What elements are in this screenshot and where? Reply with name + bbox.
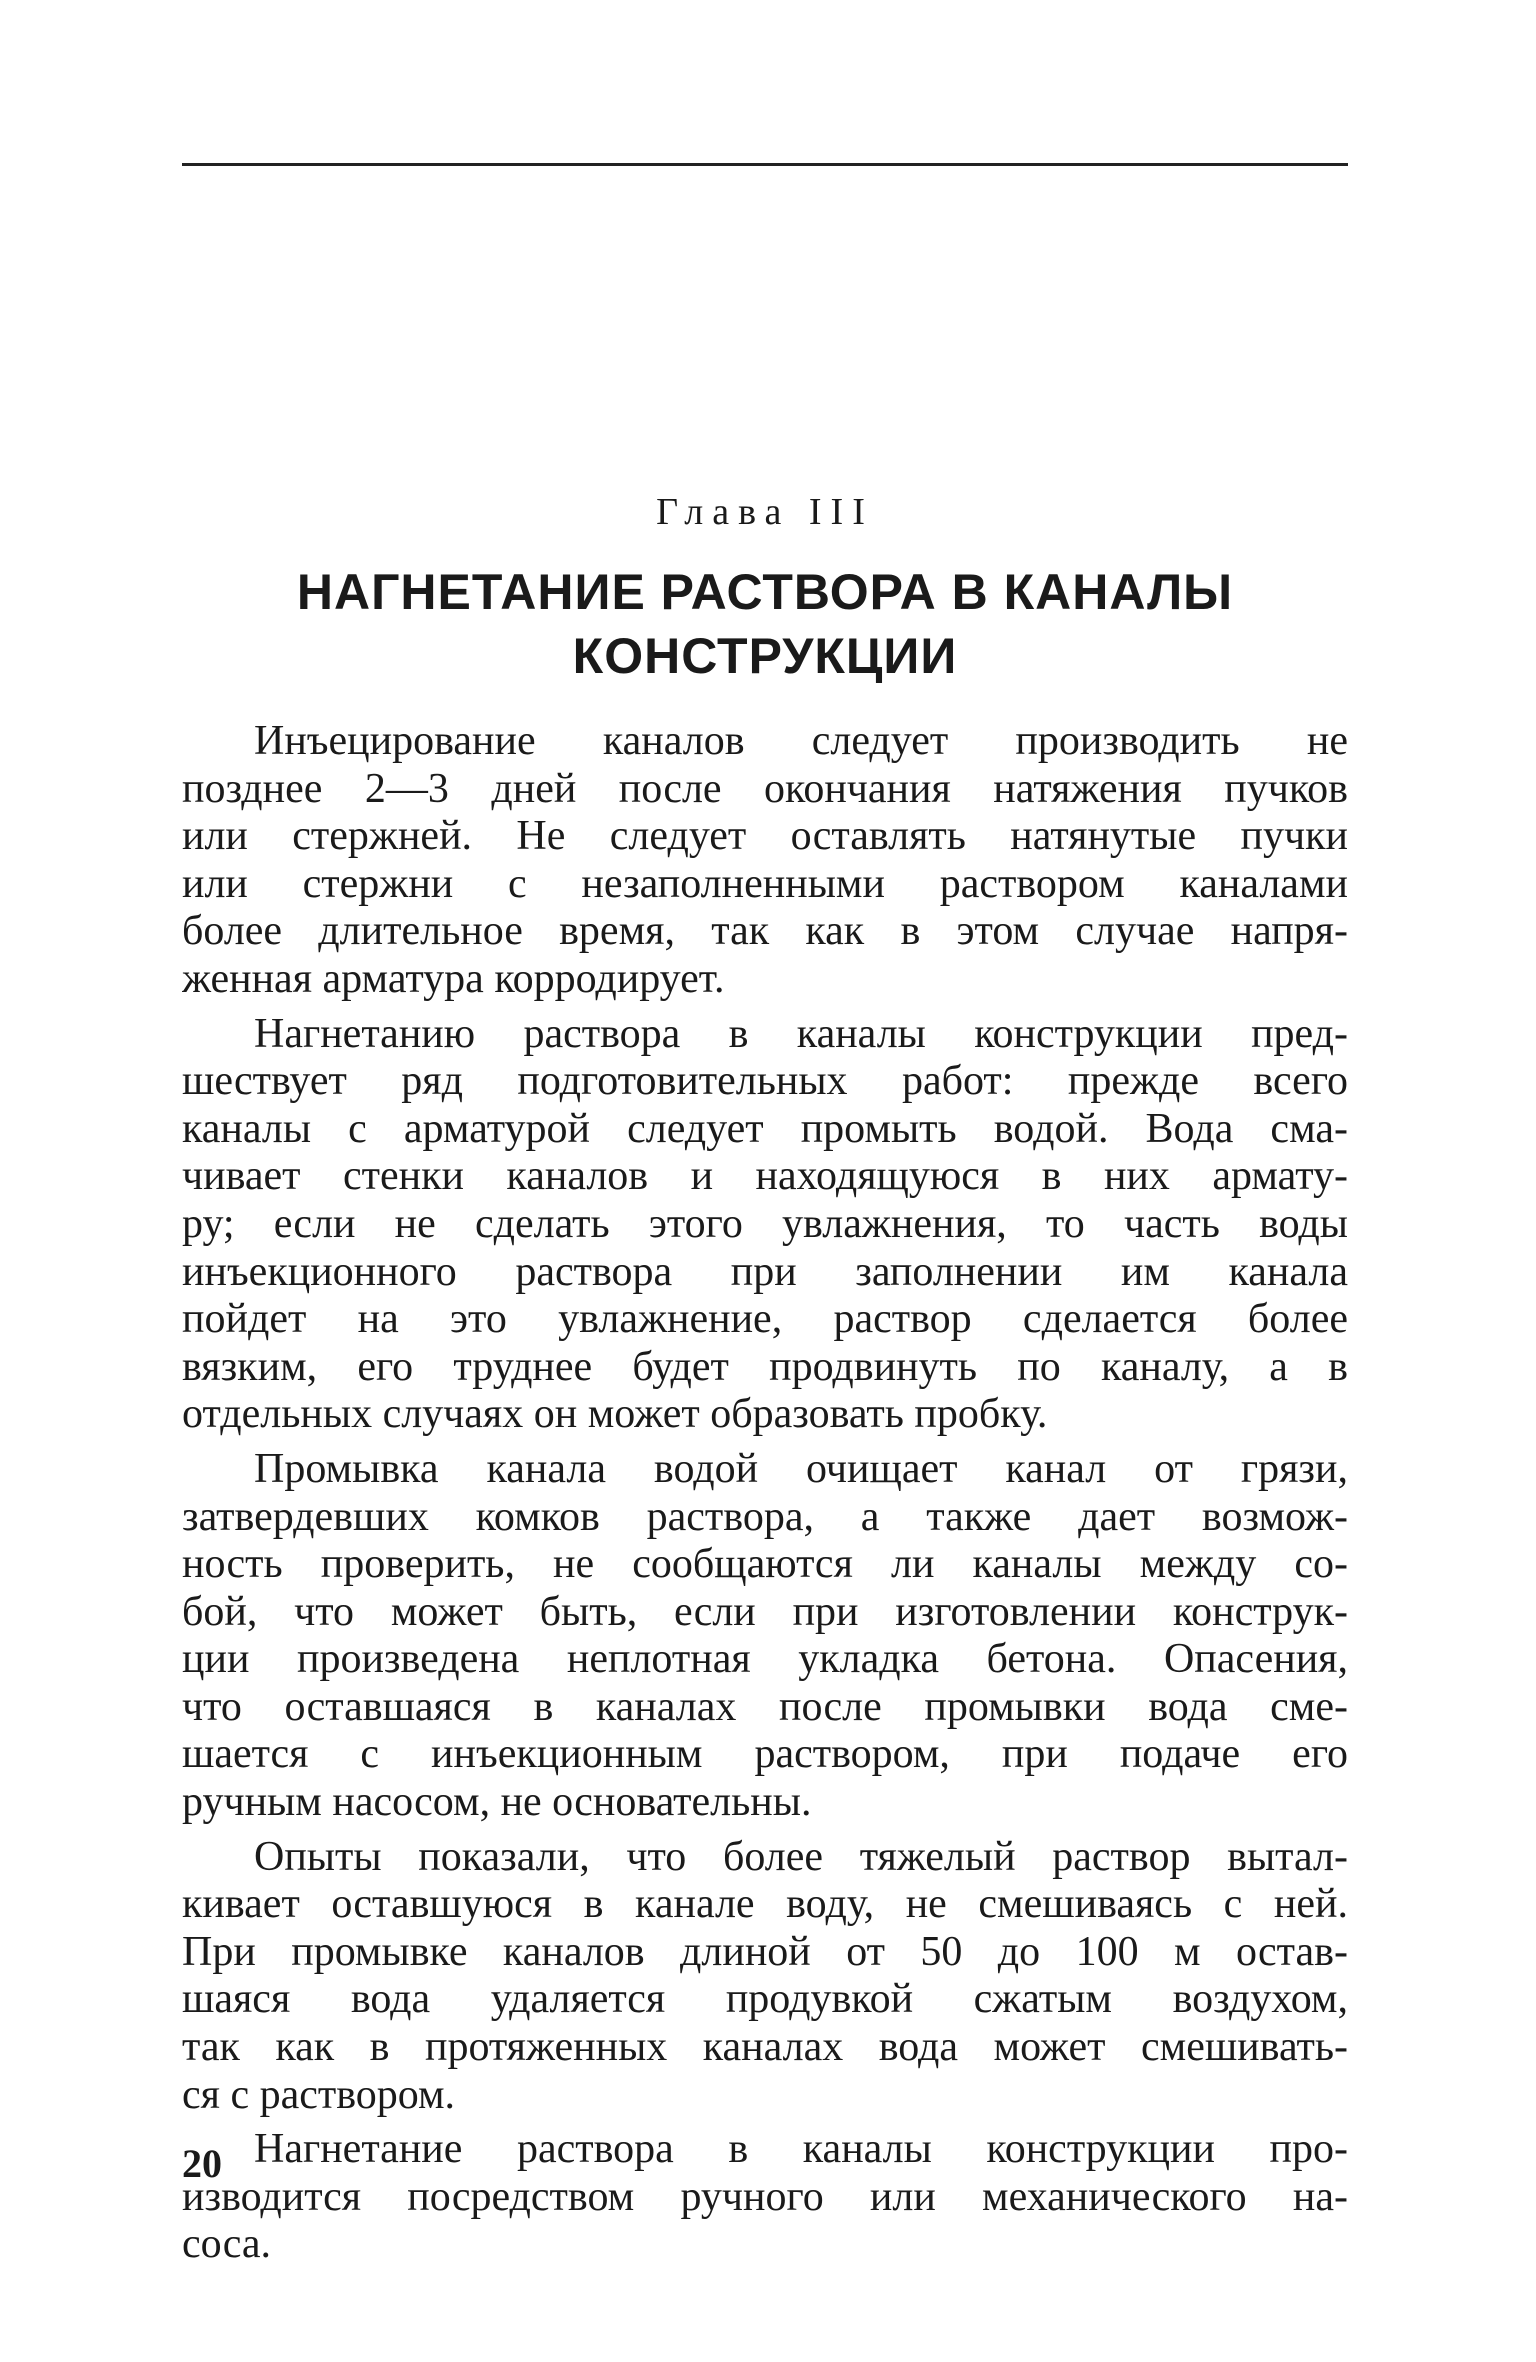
chapter-title — [182, 560, 1348, 688]
top-rule — [182, 163, 1348, 166]
text-line: ручным насосом, не основательны. — [182, 1779, 812, 1826]
body-text — [182, 718, 1348, 2276]
paragraph — [182, 1011, 1348, 1439]
text-line: или стержней. Не следует оставлять натянутые пучки — [182, 813, 1348, 860]
text-line: что оставшаяся в каналах после промывки вода сме- — [182, 1683, 1348, 1730]
book-page — [182, 0, 1348, 2362]
text-line: шаяся вода удаляется продувкой сжатым воздухом, — [182, 1976, 1348, 2023]
text-line: более длительное время, так как в этом случае напря- — [182, 908, 1348, 955]
paragraph — [182, 718, 1348, 1004]
text-line: шается с инъекционным раствором, при подаче его — [182, 1731, 1348, 1778]
text-line: женная арматура корродирует. — [182, 955, 725, 1002]
text-line: или стержни с незаполненными раствором каналами — [182, 860, 1348, 907]
chapter-title-line: КОНСТРУКЦИИ — [572, 628, 958, 684]
paragraph — [182, 1834, 1348, 2120]
text-line: Инъецирование каналов следует производить не — [254, 718, 1348, 764]
text-line: Нагнетание раствора в каналы конструкции про- — [254, 2126, 1348, 2173]
text-line: ру; если не сделать этого увлажнения, то часть воды — [182, 1200, 1348, 1247]
text-line: отдельных случаях он может образовать пробку. — [182, 1391, 1048, 1438]
text-line: шествует ряд подготовительных работ: прежде всего — [182, 1058, 1348, 1105]
text-line: каналы с арматурой следует промыть водой. Вода сма- — [182, 1105, 1348, 1152]
text-line: При промывке каналов длиной от 50 до 100 м остав- — [182, 1928, 1348, 1975]
text-line: изводится посредством ручного или механического на- — [182, 2173, 1348, 2220]
text-line: инъекционного раствора при заполнении им канала — [182, 1248, 1348, 1295]
chapter-label: Глава III — [656, 491, 874, 533]
text-line: ся с раствором. — [182, 2071, 456, 2118]
text-line: Нагнетанию раствора в каналы конструкции пред- — [254, 1010, 1348, 1057]
text-line: ции произведена неплотная укладка бетона. Опасения, — [182, 1636, 1348, 1683]
text-line: вязким, его труднее будет продвинуть по каналу, а в — [182, 1343, 1348, 1390]
chapter-title-line: НАГНЕТАНИЕ РАСТВОРА В КАНАЛЫ — [296, 564, 1234, 620]
text-line: пойдет на это увлажнение, раствор сделается более — [182, 1296, 1348, 1343]
paragraph — [182, 2126, 1348, 2269]
text-line: Промывка канала водой очищает канал от грязи, — [254, 1445, 1348, 1492]
page-number: 20 — [182, 2141, 222, 2186]
text-line: чивает стенки каналов и находящуюся в них армату- — [182, 1153, 1348, 1200]
text-line: позднее 2—3 дней после окончания натяжения пучков — [182, 765, 1348, 812]
paragraph — [182, 1446, 1348, 1827]
text-line: соса. — [182, 2221, 271, 2268]
text-line: Опыты показали, что более тяжелый раствор вытал- — [254, 1833, 1348, 1880]
text-line: так как в протяженных каналах вода может смешивать- — [182, 2024, 1348, 2071]
text-line: кивает оставшуюся в канале воду, не смешиваясь с ней. — [182, 1881, 1348, 1928]
text-line: затвердевших комков раствора, а также дает возмож- — [182, 1493, 1348, 1540]
text-line: бой, что может быть, если при изготовлении конструк- — [182, 1588, 1348, 1635]
text-line: ность проверить, не сообщаются ли каналы между со- — [182, 1541, 1348, 1588]
